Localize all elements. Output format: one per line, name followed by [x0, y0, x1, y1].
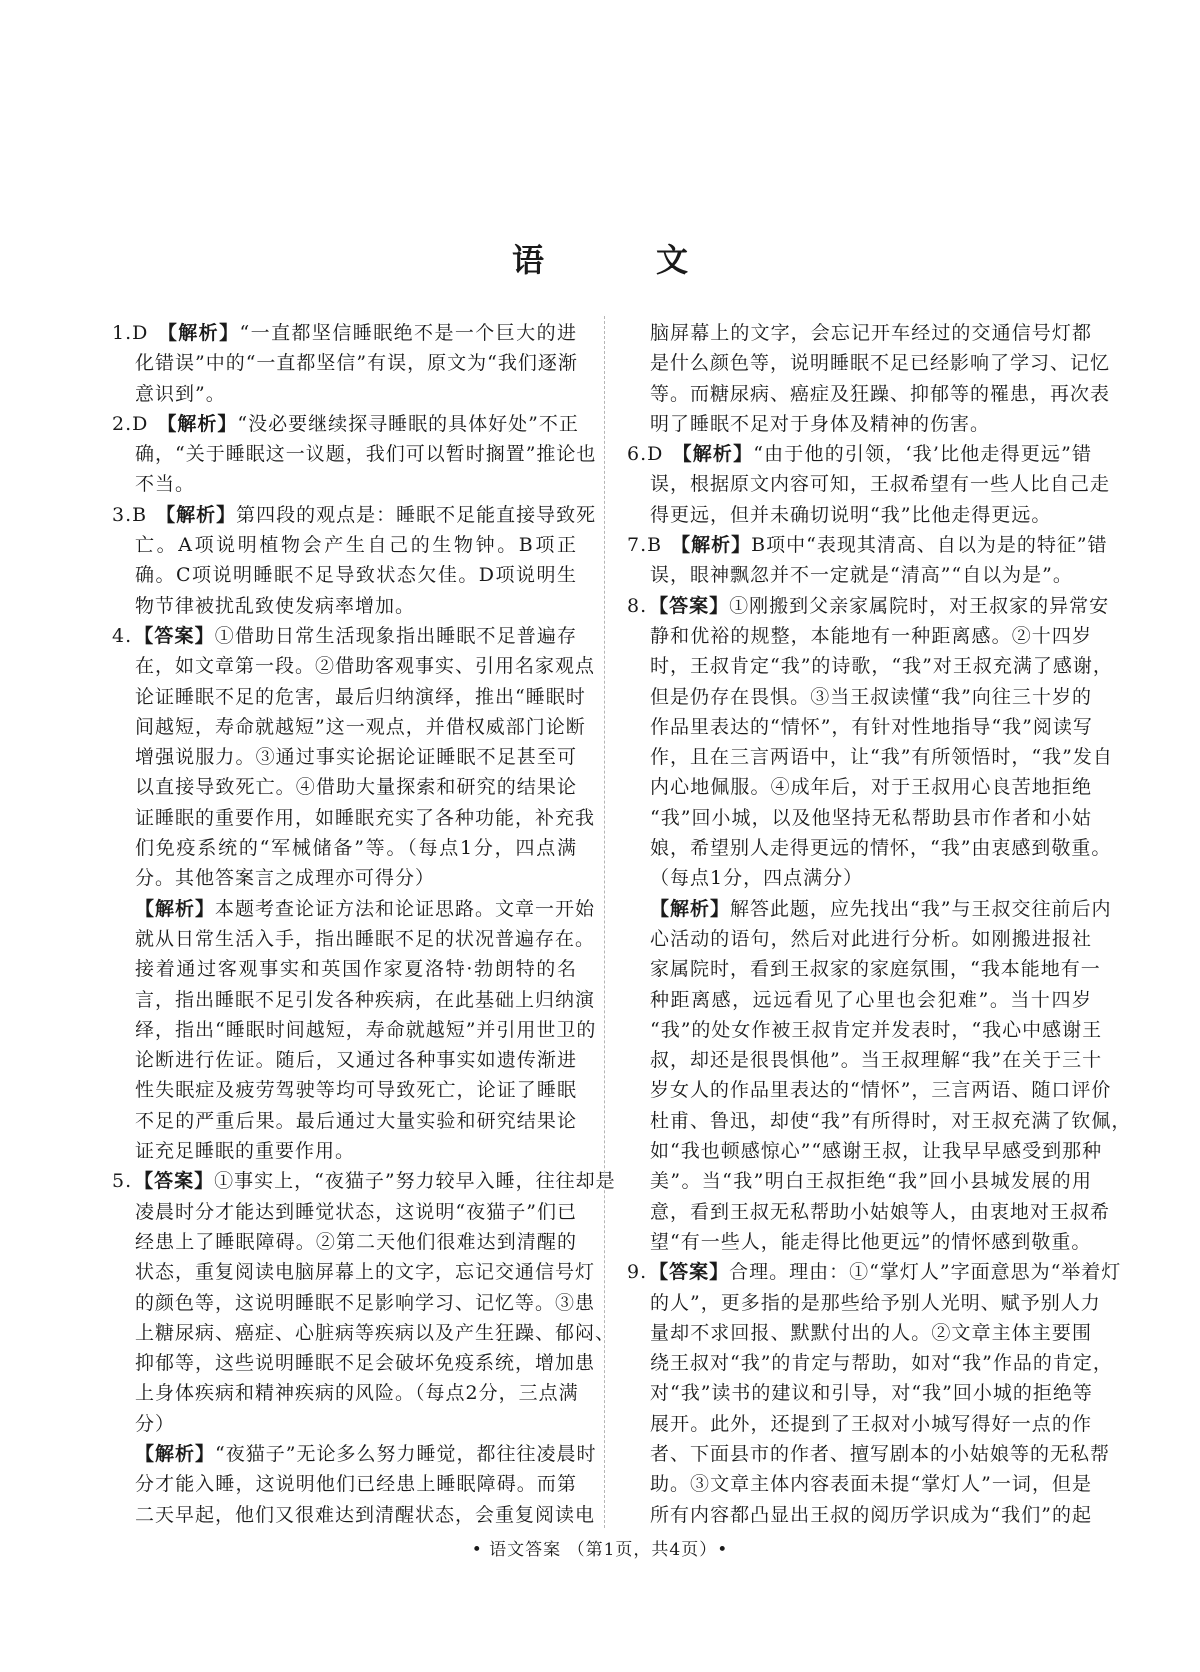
line-text: 时，王叔肯定“我”的诗歌，“我”对王叔充满了感谢， [650, 655, 1113, 678]
text-line [112, 1015, 597, 1045]
line-text: 者、下面县市的作者、擅写剧本的小姑娘等的无私帮 [650, 1442, 1111, 1465]
line-text: 助。③文章主体内容表面未提“掌灯人”一词，但是 [650, 1473, 1092, 1496]
text-line [112, 682, 586, 712]
answer-item-start [112, 1166, 616, 1196]
text-line [627, 863, 1092, 893]
section-label: 【解析】 [157, 412, 238, 435]
section-label: 【解析】 [650, 897, 731, 920]
text-line [627, 1015, 1103, 1045]
text-line [627, 1500, 1092, 1530]
text-line [112, 1409, 577, 1439]
line-text: 娘，希望别人走得更远的情怀，“我”由衷感到敬重。 [650, 837, 1112, 860]
line-text: 叔，却还是很畏惧他”。当王叔理解“我”在关于三十 [650, 1049, 1103, 1072]
line-text: 第四段的观点是：睡眠不足能直接导致死 [236, 503, 597, 526]
column-divider [604, 316, 605, 1528]
text-line [627, 772, 1092, 802]
line-text: 脑屏幕上的文字，会忘记开车经过的交通信号灯都 [650, 322, 1092, 344]
section-label: 【解析】 [135, 1442, 216, 1465]
text-line [627, 469, 1111, 499]
text-line [112, 924, 596, 954]
answer-item-start [627, 439, 1092, 469]
section-label: 【解析】 [671, 534, 752, 557]
page-footer: • 语文答案 （第1页，共4页）• [471, 1540, 729, 1560]
text-line [627, 409, 1092, 439]
text-line [112, 954, 577, 984]
text-line [627, 1197, 1111, 1227]
text-line [627, 1469, 1092, 1499]
line-text: 心活动的语句，然后对此进行分析。如刚搬进报社 [650, 927, 1092, 950]
line-text: 量却不求回报、默默付出的人。②文章主体主要围 [650, 1321, 1092, 1344]
line-text: 误，眼神飘忽并不一定就是“清高”“自以为是”。 [650, 564, 1073, 587]
text-line [627, 621, 1092, 651]
line-text: 误，根据原文内容可知，王叔希望有一些人比自己走 [650, 473, 1111, 496]
text-line [627, 1166, 1092, 1196]
section-label: 【解析】 [672, 443, 754, 466]
text-line [112, 651, 596, 681]
answer-item-start [112, 409, 577, 439]
text-line [627, 1318, 1092, 1348]
text-line [112, 1106, 577, 1136]
line-text: 意，看到王叔无私帮助小姑娘等人，由衷地对王叔希 [650, 1200, 1111, 1223]
text-line [112, 863, 577, 893]
text-line [627, 318, 1092, 348]
left-column [112, 318, 616, 1530]
text-line [112, 742, 577, 772]
text-line [627, 985, 1092, 1015]
line-text: 确。C项说明睡眠不足导致状态欠佳。D项说明生 [135, 564, 577, 587]
line-text: 美”。当“我”明白王叔拒绝“我”回小县城发展的用 [650, 1170, 1092, 1193]
line-text: 上糖尿病、癌症、心脏病等疾病以及产生狂躁、郁闷、 [135, 1321, 616, 1344]
text-line [112, 1469, 577, 1499]
text-line [627, 924, 1092, 954]
line-text: 增强说服力。③通过事实论据论证睡眠不足甚至可 [135, 746, 577, 769]
text-line [627, 712, 1092, 742]
text-line [112, 1227, 577, 1257]
line-text: 是什么颜色等，说明睡眠不足已经影响了学习、记忆 [650, 352, 1111, 375]
item-number: 4. [112, 624, 133, 647]
line-text: ①事实上，“夜猫子”努力较早入睡，往往却是 [214, 1170, 616, 1193]
line-text: 接着通过客观事实和英国作家夏洛特·勃朗特的名 [135, 958, 577, 981]
text-line [627, 742, 1113, 772]
line-text: 就从日常生活入手，指出睡眠不足的状况普遍存在。 [135, 927, 596, 950]
line-text: 绕王叔对“我”的肯定与帮助，如对“我”作品的肯定， [650, 1352, 1113, 1375]
item-number: 3.B [112, 503, 155, 526]
text-line [627, 651, 1113, 681]
answer-item-start [112, 500, 597, 530]
text-line [627, 348, 1111, 378]
line-text: 望“有一些人，能走得比他更远”的情怀感到敬重。 [650, 1230, 1092, 1253]
item-number: 6.D [627, 443, 671, 466]
line-text: “由于他的引领，‘我’比他走得更远”错 [753, 443, 1092, 466]
line-text: 状态，重复阅读电脑屏幕上的文字，忘记交通信号灯 [135, 1261, 596, 1284]
text-line [112, 772, 577, 802]
text-line [112, 1288, 596, 1318]
line-text: 内心地佩服。④成年后，对于王叔用心良苦地拒绝 [650, 776, 1092, 799]
section-label: 【答案】 [134, 624, 215, 647]
answer-item-start [627, 1257, 1122, 1287]
line-text: 得更远，但并未确切说明“我”比他走得更远。 [650, 503, 1052, 526]
page-title: 语 文 [511, 241, 728, 279]
line-text: 经患上了睡眠障碍。②第二天他们很难达到清醒的 [135, 1230, 577, 1253]
text-line [112, 803, 596, 833]
text-line [112, 985, 596, 1015]
line-text: 亡。A项说明植物会产生自己的生物钟。B项正 [135, 534, 577, 557]
line-text: 证充足睡眠的重要作用。 [135, 1140, 356, 1163]
line-text: 杜甫、鲁迅，却使“我”有所得时，对王叔充满了钦佩， [650, 1109, 1132, 1132]
text-line [627, 803, 1092, 833]
text-line [627, 1288, 1101, 1318]
text-line [112, 1136, 577, 1166]
line-text: 间越短，寿命就越短”这一观点，并借权威部门论断 [135, 715, 586, 738]
line-text: （每点1分，四点满分） [650, 867, 864, 890]
line-text: 分） [135, 1412, 176, 1435]
text-line [112, 1378, 577, 1408]
line-text: 物节律被扰乱致使发病率增加。 [135, 594, 416, 617]
item-number: 1.D [112, 322, 156, 344]
line-text: 静和优裕的规整，本能地有一种距离感。②十四岁 [650, 624, 1092, 647]
text-line [627, 500, 1092, 530]
text-line [627, 1136, 1103, 1166]
text-line [112, 1075, 577, 1105]
line-text: 等。而糖尿病、癌症及狂躁、抑郁等的罹患，再次表 [650, 382, 1111, 405]
line-text: 的人”，更多指的是那些给予别人光明、赋予别人力 [650, 1291, 1101, 1314]
line-text: 所有内容都凸显出王叔的阅历学识成为“我们”的起 [650, 1503, 1092, 1526]
line-text: 们免疫系统的“军械储备”等。（每点1分，四点满 [135, 837, 577, 860]
line-text: 化错误”中的“一直都坚信”有误，原文为“我们逐渐 [135, 352, 578, 375]
text-line [627, 954, 1101, 984]
text-line [627, 379, 1111, 409]
text-line [112, 1045, 577, 1075]
line-text: 本题考查论证方法和论证思路。文章一开始 [215, 897, 596, 920]
text-line [627, 1348, 1113, 1378]
text-line [112, 1197, 577, 1227]
line-text: 如“我也顿感惊心”“感谢王叔，让我早早感受到那种 [650, 1140, 1103, 1163]
line-text: “一直都坚信睡眠绝不是一个巨大的进 [239, 322, 577, 344]
answer-item-start [627, 530, 1108, 560]
line-text: 以直接导致死亡。④借助大量探索和研究的结果论 [135, 776, 577, 799]
analysis-start [112, 894, 596, 924]
text-line [112, 1257, 596, 1287]
section-label: 【解析】 [156, 503, 237, 526]
text-line [112, 712, 586, 742]
text-line [627, 1409, 1092, 1439]
line-text: 种距离感，远远看见了心里也会犯难”。当十四岁 [650, 988, 1092, 1011]
text-line [627, 560, 1092, 590]
line-text: 确，“关于睡眠这一议题，我们可以暂时搁置”推论也 [135, 443, 597, 466]
section-label: 【解析】 [135, 897, 216, 920]
item-number: 7.B [627, 534, 670, 557]
line-text: 凌晨时分才能达到睡觉状态，这说明“夜猫子”们已 [135, 1200, 577, 1223]
line-text: 的颜色等，这说明睡眠不足影响学习、记忆等。③患 [135, 1291, 596, 1314]
text-line [627, 1439, 1111, 1469]
line-text: 论断进行佐证。随后，又通过各种事实如遗传渐进 [135, 1049, 577, 1072]
line-text: 分。其他答案言之成理亦可得分） [135, 867, 436, 890]
text-line [112, 1500, 596, 1530]
analysis-start [112, 1439, 597, 1469]
line-text: 不当。 [135, 473, 196, 496]
text-line [627, 682, 1092, 712]
line-text: 绎，指出“睡眠时间越短，寿命就越短”并引用世卫的 [135, 1018, 597, 1041]
line-text: 对“我”读书的建议和引导，对“我”回小城的拒绝等 [650, 1382, 1093, 1405]
line-text: 二天早起，他们又很难达到清醒状态，会重复阅读电 [135, 1503, 596, 1526]
right-column [627, 318, 1132, 1530]
item-number: 9. [627, 1261, 648, 1284]
line-text: 明了睡眠不足对于身体及精神的伤害。 [650, 412, 991, 435]
text-line [112, 833, 577, 863]
text-line [627, 1227, 1092, 1257]
line-text: 在，如文章第一段。②借助客观事实、引用名家观点 [135, 655, 596, 678]
line-text: 意识到”。 [135, 382, 226, 405]
line-text: 作品里表达的“情怀”，有针对性地指导“我”阅读写 [650, 715, 1093, 738]
item-number: 8. [627, 594, 648, 617]
item-number: 5. [112, 1170, 133, 1193]
section-label: 【答案】 [649, 594, 730, 617]
answer-item-start [112, 318, 577, 348]
section-label: 【解析】 [157, 322, 240, 344]
line-text: 上身体疾病和精神疾病的风险。（每点2分，三点满 [135, 1382, 579, 1405]
text-line [627, 1378, 1092, 1408]
text-line [112, 1318, 616, 1348]
item-number: 2.D [112, 412, 156, 435]
section-label: 【答案】 [649, 1261, 730, 1284]
line-text: ①借助日常生活现象指出睡眠不足普遍存 [214, 624, 577, 647]
line-text: “我”回小城，以及他坚持无私帮助县市作者和小姑 [650, 806, 1092, 829]
line-text: ①刚搬到父亲家属院时，对王叔家的异常安 [729, 594, 1110, 617]
text-line [627, 1045, 1103, 1075]
text-line [112, 591, 577, 621]
line-text: 论证睡眠不足的危害，最后归纳演绎，推出“睡眠时 [135, 685, 586, 708]
line-text: 性失眠症及疲劳驾驶等均可导致死亡，论证了睡眠 [135, 1079, 577, 1102]
text-line [112, 530, 577, 560]
text-line [112, 348, 577, 378]
text-line [627, 1106, 1132, 1136]
text-line [112, 560, 577, 590]
text-line [627, 833, 1112, 863]
text-line [112, 439, 597, 469]
section-label: 【答案】 [134, 1170, 215, 1193]
text-line [112, 469, 577, 499]
line-text: 作，且在三言两语中，让“我”有所领悟时，“我”发自 [650, 746, 1113, 769]
line-text: B项中“表现其清高、自以为是的特征”错 [751, 534, 1108, 557]
text-line [112, 1348, 596, 1378]
line-text: 言，指出睡眠不足引发各种疾病，在此基础上归纳演 [135, 988, 596, 1011]
line-text: “我”的处女作被王叔肯定并发表时，“我心中感谢王 [650, 1018, 1103, 1041]
line-text: 抑郁等，这些说明睡眠不足会破坏免疫系统，增加患 [135, 1352, 596, 1375]
answer-item-start [627, 591, 1110, 621]
line-text: “没必要继续探寻睡眠的具体好处”不正 [237, 412, 579, 435]
line-text: 解答此题，应先找出“我”与王叔交往前后内 [730, 897, 1112, 920]
text-line [112, 379, 577, 409]
answer-item-start [112, 621, 577, 651]
line-text: 证睡眠的重要作用，如睡眠充实了各种功能，补充我 [135, 806, 596, 829]
text-line [627, 1075, 1112, 1105]
line-text: 分才能入睡，这说明他们已经患上睡眠障碍。而第 [135, 1473, 577, 1496]
line-text: 合理。理由：①“掌灯人”字面意思为“举着灯 [729, 1261, 1122, 1284]
line-text: 展开。此外，还提到了王叔对小城写得好一点的作 [650, 1412, 1092, 1435]
line-text: “夜猫子”无论多么努力睡觉，都往往凌晨时 [215, 1442, 597, 1465]
analysis-start [627, 894, 1112, 924]
line-text: 不足的严重后果。最后通过大量实验和研究结果论 [135, 1109, 577, 1132]
line-text: 但是仍存在畏惧。③当王叔读懂“我”向往三十岁的 [650, 685, 1092, 708]
line-text: 岁女人的作品里表达的“情怀”，三言两语、随口评价 [650, 1079, 1112, 1102]
line-text: 家属院时，看到王叔家的家庭氛围，“我本能地有一 [650, 958, 1101, 981]
